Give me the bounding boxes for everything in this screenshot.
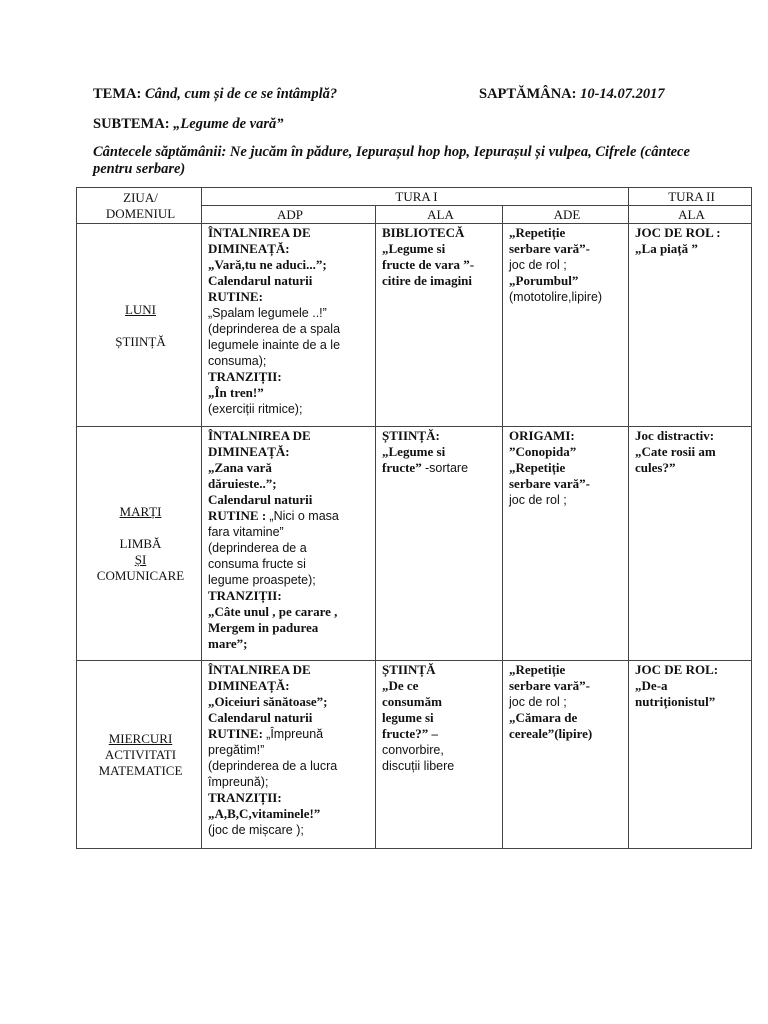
header-day-line-1: ZIUA/: [123, 190, 158, 205]
subtema-value: „Legume de vară”: [173, 116, 284, 132]
adp-line: Calendarul naturii: [208, 492, 313, 507]
ala1-cell: [376, 224, 503, 427]
ala2-line: Joc distractiv:: [635, 428, 715, 443]
ala1-line: BIBLIOTECĂ: [382, 225, 465, 240]
cantece-line: [93, 144, 693, 178]
ala1-line: ȘTIINȚĂ: [382, 662, 436, 677]
ala1-line: [382, 460, 499, 476]
ade-cell: [503, 224, 629, 427]
ade-line: serbare vară”-: [509, 678, 590, 693]
day-domain: COMUNICARE: [96, 568, 185, 583]
adp-line: consuma fructe si: [208, 557, 306, 571]
ade-line: ORIGAMI:: [509, 428, 575, 443]
adp-cell: [202, 661, 376, 849]
ala1-cell: [376, 427, 503, 661]
ade-line: serbare vară”-: [509, 241, 590, 256]
header-ade: ADE: [503, 206, 629, 224]
ala2-line: nutriționistul”: [635, 694, 716, 709]
ala1-line: convorbire,: [382, 743, 444, 757]
adp-line: TRANZIȚII:: [208, 588, 282, 603]
adp-line: „În tren!”: [208, 385, 264, 400]
header-day-line-2: DOMENIUL: [105, 206, 176, 221]
ala1-line: ȘTIINȚĂ:: [382, 428, 440, 443]
day-cell: [77, 224, 202, 427]
ade-cell: [503, 661, 629, 849]
day-domain: MATEMATICE: [98, 763, 183, 778]
adp-line: RUTINE:: [208, 289, 263, 304]
ala2-cell: [629, 224, 752, 427]
adp-line: TRANZIȚII:: [208, 369, 282, 384]
day-cell: [77, 427, 202, 661]
ala1-line-bold: fructe”: [382, 460, 425, 475]
day-gap: [83, 318, 198, 334]
adp-cell: [202, 224, 376, 427]
ade-line: cereale”(lipire): [509, 726, 593, 741]
ala2-line: „Cate rosii am: [635, 444, 716, 459]
adp-line-rest: „Nici o masa: [269, 509, 339, 523]
adp-line: legume proaspete);: [208, 573, 316, 587]
adp-line: fara vitamine”: [208, 525, 284, 539]
weekly-plan-table: [76, 187, 752, 849]
adp-line: ÎNTALNIREA DE: [208, 428, 311, 443]
header-ala-1: ALA: [376, 206, 503, 224]
ala1-line: citire de imagini: [382, 273, 473, 288]
adp-line-bold: RUTINE:: [208, 726, 267, 741]
adp-line: Calendarul naturii: [208, 273, 313, 288]
day-name: LUNI: [124, 301, 157, 317]
adp-line: TRANZIȚII:: [208, 790, 282, 805]
ala2-line: cules?”: [635, 460, 676, 475]
adp-line: Calendarul naturii: [208, 710, 313, 725]
table-row: [77, 661, 752, 849]
ala1-line: „De ce: [382, 678, 419, 693]
ade-line: „Cămara de: [509, 710, 578, 725]
day-name: MARȚI: [119, 504, 162, 519]
ala1-line: „Legume si: [382, 444, 446, 459]
table-header-row-1: [77, 188, 752, 206]
ala1-line-rest: -sortare: [424, 461, 469, 475]
ala2-line: JOC DE ROL:: [635, 662, 719, 677]
adp-line-rest: „Împreună: [266, 727, 324, 741]
header-adp: ADP: [202, 206, 376, 224]
ade-line: „Porumbul”: [509, 273, 579, 288]
ala2-cell: [629, 427, 752, 661]
adp-line: „Oiceiuri sănătoase”;: [208, 694, 328, 709]
adp-line: (deprinderea de a lucra: [208, 759, 338, 773]
saptamana-value: 10-14.07.2017: [580, 86, 665, 102]
ade-line: joc de rol ;: [509, 695, 567, 709]
ala1-line: consumăm: [382, 694, 442, 709]
adp-line: DIMINEAȚĂ:: [208, 678, 290, 693]
ala1-line: fructe de vara ”-: [382, 257, 475, 272]
adp-line: „Câte unul , pe carare ,: [208, 604, 338, 619]
header-day-domain: [77, 188, 202, 224]
tema-value: Când, cum și de ce se întâmplă?: [144, 86, 338, 102]
header-tura-1: TURA I: [202, 188, 629, 206]
adp-line: pregătim!”: [208, 743, 265, 757]
table-body: [77, 224, 752, 849]
adp-cell: [202, 427, 376, 661]
ala1-line: discuții libere: [382, 759, 455, 773]
adp-line-bold: RUTINE :: [208, 508, 270, 523]
ala2-cell: [629, 661, 752, 849]
tema-line: [93, 86, 337, 103]
ala2-line: JOC DE ROL :: [635, 225, 721, 240]
adp-line: Mergem in padurea: [208, 620, 319, 635]
day-gap: [83, 520, 198, 536]
adp-line: „A,B,C,vitaminele!”: [208, 806, 321, 821]
ala1-line: fructe?” –: [382, 726, 438, 741]
ade-line: serbare vară”-: [509, 476, 590, 491]
adp-line: împreună);: [208, 775, 269, 789]
ade-cell: [503, 427, 629, 661]
adp-line: [208, 508, 372, 524]
adp-line: DIMINEAȚĂ:: [208, 241, 290, 256]
adp-line: [208, 726, 372, 742]
day-cell: [77, 661, 202, 849]
adp-line: (deprinderea de a: [208, 541, 307, 555]
adp-line: (joc de mișcare );: [208, 823, 304, 837]
adp-line: ÎNTALNIREA DE: [208, 662, 311, 677]
ade-line: joc de rol ;: [509, 493, 567, 507]
adp-line: mare”;: [208, 636, 248, 651]
adp-line: (exerciții ritmice);: [208, 402, 303, 416]
ade-line: „Repetiție: [509, 460, 566, 475]
table-row: [77, 224, 752, 427]
adp-line: dăruieste..”;: [208, 476, 277, 491]
ade-line: ”Conopida”: [509, 444, 577, 459]
ade-line: (mototolire,lipire): [509, 290, 603, 304]
adp-line: ÎNTALNIREA DE: [208, 225, 311, 240]
ade-line: joc de rol ;: [509, 258, 567, 272]
cantece-text: Cântecele săptămânii: Ne jucăm în pădure, Iepurașul hop hop, Iepurașul și vulpea, Cifrele (cântece pentru serbare): [93, 144, 690, 177]
adp-line: „Vară,tu ne aduci...”;: [208, 257, 327, 272]
saptamana-line: [479, 86, 665, 103]
adp-line: legumele inainte de a le: [208, 338, 341, 352]
day-domain: LIMBĂ: [119, 536, 162, 551]
saptamana-label: SAPTĂMÂNA:: [479, 86, 577, 102]
subtema-line: [93, 116, 284, 133]
ala1-cell: [376, 661, 503, 849]
tema-label: TEMA:: [93, 86, 142, 102]
header-ala-2: ALA: [629, 206, 752, 224]
header-tura-2: TURA II: [629, 188, 752, 206]
day-domain: ACTIVITATI: [104, 747, 177, 762]
table-row: [77, 427, 752, 661]
ala1-line: „Legume si: [382, 241, 446, 256]
ade-line: „Repetiție: [509, 225, 566, 240]
adp-line: DIMINEAȚĂ:: [208, 444, 290, 459]
ade-line: „Repetiție: [509, 662, 566, 677]
day-domain: ȘTIINȚĂ: [115, 333, 166, 349]
ala2-line: „De-a: [635, 678, 668, 693]
adp-line: (deprinderea de a spala: [208, 322, 341, 336]
ala2-line: „La piață ”: [635, 241, 698, 256]
adp-line: consuma);: [208, 354, 267, 368]
subtema-label: SUBTEMA:: [93, 116, 170, 132]
adp-line: „Spalam legumele ..!”: [208, 306, 327, 320]
ala1-line: legume si: [382, 710, 434, 725]
day-name: MIERCURI: [108, 731, 173, 746]
day-domain: ȘI: [134, 552, 147, 567]
adp-line: „Zana vară: [208, 460, 272, 475]
